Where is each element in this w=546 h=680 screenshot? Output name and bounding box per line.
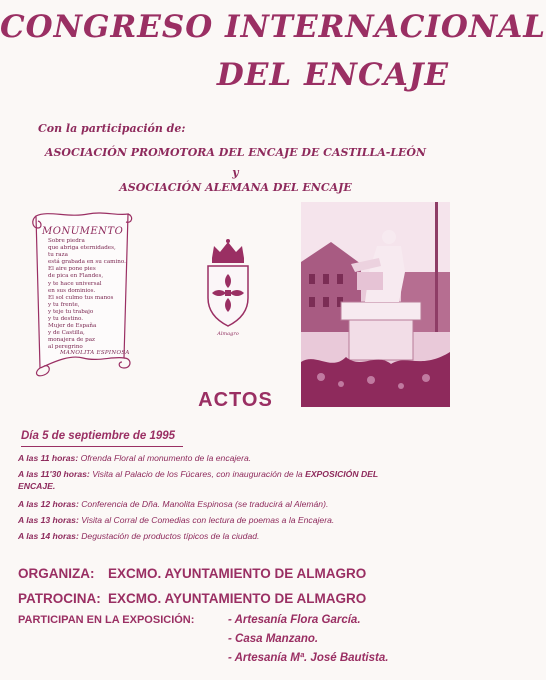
organiza-label: ORGANIZA: bbox=[18, 566, 95, 581]
event-desc: Visita al Palacio de los Fúcares, con inauguración de la bbox=[92, 469, 306, 479]
poem-line: y de Castilla, bbox=[48, 330, 85, 337]
poem-line: al peregrino bbox=[48, 344, 83, 351]
exhibitor-item: - Casa Manzano. bbox=[228, 633, 319, 645]
event-time: A las 11 horas: bbox=[18, 453, 79, 463]
poem-text bbox=[48, 238, 126, 352]
crest-label: Almagro bbox=[217, 331, 239, 337]
connector-text: y bbox=[232, 166, 239, 179]
poem-line: Mujer de España bbox=[48, 323, 97, 330]
event-item bbox=[18, 514, 458, 526]
date-underline bbox=[21, 446, 183, 447]
event-highlight: EXPOSICIÓN DEL bbox=[305, 469, 379, 479]
event-highlight-cont: ENCAJE. bbox=[18, 481, 56, 491]
poem-author: MANOLITA ESPINOSA bbox=[60, 350, 130, 356]
event-desc: Conferencia de Dña. Manolita Espinosa (se traducirá al Alemán). bbox=[81, 499, 329, 509]
event-item bbox=[18, 452, 458, 464]
poem-line: está grabada en su camino. bbox=[48, 259, 126, 266]
poem-line: y teje tu trabajo bbox=[48, 308, 94, 315]
event-date: Día 5 de septiembre de 1995 bbox=[21, 430, 176, 442]
event-item bbox=[18, 498, 458, 510]
event-time: A las 14 horas: bbox=[18, 531, 79, 541]
poem-line: Sobre piedra bbox=[48, 238, 85, 244]
poem-line: monajera de paz bbox=[48, 337, 95, 344]
association-castilla-leon: ASOCIACIÓN PROMOTORA DEL ENCAJE DE CASTILLA-LEÓN bbox=[44, 146, 427, 159]
title-line-1: CONGRESO INTERNACIONAL bbox=[0, 9, 546, 45]
coat-of-arms-icon bbox=[200, 236, 256, 332]
poem-line: de pica en Flandes, bbox=[48, 273, 104, 280]
poem-line: y tu destino. bbox=[48, 316, 84, 323]
poem-title: MONUMENTO bbox=[42, 226, 124, 237]
event-desc: Visita al Corral de Comedias con lectura de poemas a la Encajera. bbox=[81, 515, 335, 525]
event-time: A las 12 horas: bbox=[18, 499, 79, 509]
organiza-value: EXCMO. AYUNTAMIENTO DE ALMAGRO bbox=[108, 566, 367, 581]
event-desc: Degustación de productos típicos de la ciudad. bbox=[81, 531, 260, 541]
poem-line: y te hace universal bbox=[48, 280, 102, 287]
event-desc: Ofrenda Floral al monumento de la encajera. bbox=[80, 453, 252, 463]
event-item bbox=[18, 468, 458, 492]
association-alemana: ASOCIACIÓN ALEMANA DEL ENCAJE bbox=[119, 181, 352, 194]
poem-line: que abriga eternidades, bbox=[48, 245, 116, 252]
event-time: A las 11'30 horas: bbox=[18, 469, 90, 479]
event-item bbox=[18, 530, 458, 542]
poem-line: El sol culmo tus manos bbox=[48, 294, 114, 301]
patrocina-label: PATROCINA: bbox=[18, 591, 101, 606]
exhibitor-item: - Artesanía Flora García. bbox=[228, 614, 361, 626]
title-line-2: DEL ENCAJE bbox=[216, 57, 449, 93]
patrocina-value: EXCMO. AYUNTAMIENTO DE ALMAGRO bbox=[108, 591, 367, 606]
event-time: A las 13 horas: bbox=[18, 515, 79, 525]
participation-intro: Con la participación de: bbox=[38, 122, 186, 135]
poem-line: tu raza bbox=[48, 252, 68, 259]
exhibitor-item: - Artesanía Mª. José Bautista. bbox=[228, 652, 389, 664]
poem-line: El aire pone pies bbox=[48, 266, 96, 273]
monument-photo bbox=[301, 202, 450, 407]
poem-line: en sus dominios. bbox=[48, 287, 96, 294]
participan-label: PARTICIPAN EN LA EXPOSICIÓN: bbox=[18, 614, 195, 626]
poem-line: y tu frente, bbox=[48, 301, 80, 308]
actos-heading: ACTOS bbox=[198, 389, 273, 411]
